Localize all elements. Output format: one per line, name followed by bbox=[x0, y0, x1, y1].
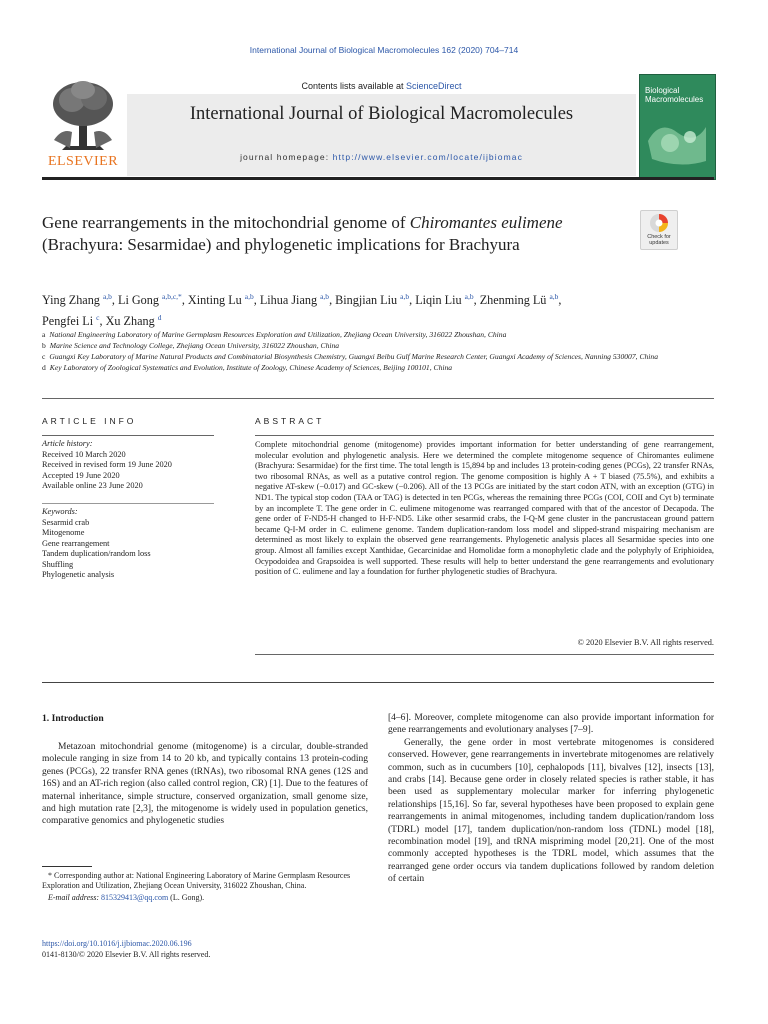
affiliation: a National Engineering Laboratory of Marine Germplasm Resources Exploration and Utilization, Zhejiang Ocean University, 316022 Zhoushan, China bbox=[42, 330, 507, 339]
affiliation: b Marine Science and Technology College, Zhejiang Ocean University, 316022 Zhoushan, China bbox=[42, 341, 340, 350]
article-title: Gene rearrangements in the mitochondrial genome of Chiromantes eulimene (Brachyura: Sesarmidae) and phylogenetic implications for Brachyura bbox=[42, 213, 563, 254]
keyword: Mitogenome bbox=[42, 528, 85, 537]
cover-title: Biological Macromolecules bbox=[645, 86, 704, 104]
affiliation: c Guangxi Key Laboratory of Marine Natural Products and Combinatorial Biosynthesis Chemistry, Guangxi Beibu Gulf Marine Research Center, Guangxi Academy of Sciences, Nanning 530007, China bbox=[42, 352, 659, 361]
cover-illustration-icon bbox=[640, 111, 715, 171]
abstract-copyright: © 2020 Elsevier B.V. All rights reserved. bbox=[577, 638, 714, 647]
homepage-link[interactable]: http://www.elsevier.com/locate/ijbiomac bbox=[332, 152, 523, 162]
abstract-text: Complete mitochondrial genome (mitogenome) provides important information for better understanding of gene rearrangement, molecular evolution and phylogenetic analysis. Here we determined the complete mitogenome sequence of Chiromantes eulimene (Brachyura: Sesarmidae) for the first time. The total length is 15,894 bp and includes 13 protein-coding genes (PCGs), 22 transfer RNAs, two ribosomal RNAs, as well as a putative control region. The genome composition is highly A + T biased (75.5%), and exhibits a negative AT-skew (−0.017) and GC-skew (−0.206). All of the 13 PCGs are initiated by the start codon ATN, with an exception (GTG) in ND1. The typical stop codon (TAA or TAG) is detected in ten PCGs, whereas the remaining three PCGs (COI, COII and Cyt b) terminate by an incomplete T. The gene order in C. eulimene mitogenome was rearranged compared with that of the ancestor of Decapoda. The gene order of F-ND5-H changed to H-F-ND5. Like other sesarmid crabs, the I-Q-M gene cluster in the pancrustacean ground pattern became Q-I-M order in C. eulimene genome. Tandem duplication-random loss model and slipped-strand mispairing mechanism are determined as most likely to explain the observed gene rearrangements. Phylogenetic analysis places all Sesarmidae species into one group. Almost all families except Xanthidae, Gecarcinidae and Homolidae form a monophyletic clade and the polyphyly of Eriphioidea, Ocypodoidea and Grapsoidea is well supported. These results will help to better understand the gene rearrangements and evolutionary position of C. eulimene and lay a foundation for further phylogenetic studies of Brachyura. bbox=[255, 440, 714, 577]
author[interactable]: Zhenming Lü $^{a,b}$ bbox=[479, 292, 559, 308]
divider bbox=[255, 435, 714, 436]
keywords: Keywords: Sesarmid crab Mitogenome Gene rearrangement Tandem duplication/random loss Shuffling Phylogenetic analysis bbox=[42, 507, 217, 581]
masthead-rule bbox=[42, 177, 714, 180]
keyword: Sesarmid crab bbox=[42, 517, 90, 527]
author[interactable]: Liqin Liu $^{a,b}$ bbox=[415, 292, 474, 308]
author[interactable]: Pengfei Li $^c$ bbox=[42, 313, 100, 329]
check-for-updates-badge[interactable]: Check for updates bbox=[640, 210, 678, 250]
intro-left-column: Metazoan mitochondrial genome (mitogenome) is a circular, double-stranded molecule ranging in size from 14 to 20 kb, and typically contains 13 protein-coding genes (PCGs), 22 transfer RNA genes (tRNAs), two ribosomal RNA genes (12S and 16S) and an AT-rich region (also called control region, CR) [1]. Due to the features of maternal inheritance, simple structure, conserved organization, small genome size, and high mutation rate [2,3], the mitogenome is widely used in population genetics, comparative genomics and phylogenetic studies bbox=[42, 742, 368, 827]
title-species: Chiromantes eulimene bbox=[409, 213, 563, 232]
author[interactable]: Xu Zhang $^d$ bbox=[105, 313, 162, 329]
article-history: Article history: Received 10 March 2020 Received in revised form 19 June 2020 Accepted 19 June 2020 Available online 23 June 2020 bbox=[42, 439, 172, 490]
journal-name: International Journal of Biological Macromolecules bbox=[189, 104, 574, 124]
author[interactable]: Ying Zhang $^{a,b}$ bbox=[42, 292, 112, 308]
divider bbox=[42, 503, 214, 504]
keyword: Shuffling bbox=[42, 559, 74, 569]
sciencedirect-link[interactable]: ScienceDirect bbox=[406, 81, 462, 91]
author[interactable]: Xinting Lu $^{a,b}$ bbox=[187, 292, 254, 308]
corresponding-footnote: * Corresponding author at: National Engineering Laboratory of Marine Germplasm Resources Exploration and Utilization, Zhejiang Ocean University, 316022 Zhoushan, China. E-mail address: 815329413@qq.com (L. Gong). bbox=[42, 871, 368, 903]
author[interactable]: Lihua Jiang $^{a,b}$ bbox=[259, 292, 330, 308]
keyword: Gene rearrangement bbox=[42, 538, 110, 548]
author[interactable]: Bingjian Liu $^{a,b}$ bbox=[335, 292, 410, 308]
footnote-rule bbox=[42, 866, 92, 867]
keyword: Tandem duplication/random loss bbox=[42, 549, 151, 558]
journal-reference[interactable]: International Journal of Biological Macromolecules 162 (2020) 704–714 bbox=[249, 45, 519, 55]
elsevier-wordmark: ELSEVIER bbox=[47, 154, 119, 169]
affiliation: d Key Laboratory of Zoological Systematics and Evolution, Institute of Zoology, Chinese Academy of Sciences, Beijing 100101, China bbox=[42, 363, 453, 372]
journal-homepage: journal homepage: http://www.elsevier.com/locate/ijbiomac bbox=[240, 152, 523, 162]
email-line: E-mail address: 815329413@qq.com (L. Gong). bbox=[48, 893, 205, 902]
contents-line: Contents lists available at ScienceDirect bbox=[301, 81, 462, 91]
divider bbox=[42, 682, 714, 683]
keyword: Phylogenetic analysis bbox=[42, 570, 115, 579]
divider bbox=[42, 435, 214, 436]
affiliations bbox=[42, 330, 732, 374]
check-updates-icon bbox=[641, 211, 677, 235]
intro-right-column: [4–6]. Moreover, complete mitogenome can also provide important information for gene rearrangements and evolutionary analyses [7–9]. Generally, the gene order in most vertebrate mitogenomes is considered conserved. However, gene rearrangements in invertebrate mitogenomes are relatively common, such as in cucumbers [10], cephalopods [11], bivalves [12], insects [13], and crabs [14]. Because gene order in closely related species is rather stable, it has been used as supplementary molecular marker for inferring phylogenetic relationships [15,16]. So far, several hypotheses have been proposed to explain gene rearrangements in animal mitogenomes, including tandem duplication/random loss (TDRL) model [17], tandem duplication/non-random loss (TDNL) model [18], recombination model [19], and tRNA mispriming model [20,21]. One of the most commonly accepted hypotheses is the TDRL model, which assumes that the rearranged gene order occurs via tandem duplications followed by random deletion of certain bbox=[388, 713, 714, 885]
issn-line: 0141-8130/© 2020 Elsevier B.V. All rights reserved. bbox=[42, 949, 211, 959]
section-heading: 1. Introduction bbox=[42, 713, 104, 724]
divider bbox=[255, 654, 714, 655]
abstract-heading: ABSTRACT bbox=[255, 416, 325, 426]
doi-link[interactable]: https://doi.org/10.1016/j.ijbiomac.2020.06.196 bbox=[42, 939, 192, 948]
elsevier-tree-icon bbox=[42, 78, 124, 156]
email-link[interactable]: 815329413@qq.com bbox=[101, 893, 169, 902]
doi-block bbox=[42, 939, 372, 960]
elsevier-logo[interactable] bbox=[42, 78, 124, 168]
divider bbox=[42, 398, 714, 399]
journal-cover[interactable] bbox=[639, 74, 716, 180]
masthead bbox=[42, 76, 714, 176]
author[interactable]: Li Gong $^{a,b,c,*}$ bbox=[118, 292, 182, 308]
article-info-heading: ARTICLE INFO bbox=[42, 416, 137, 426]
author-list: Ying Zhang $^{a,b}$, Li Gong $^{a,b,c,*}$, Xinting Lu $^{a,b}$, Lihua Jiang $^{a,b}$, Bingjian Liu $^{a,b}$, Liqin Liu $^{a,b}$, Zhenming Lü $^{a,b}$, Pengfei Li $^c$, Xu Zhang $^d$ bbox=[42, 292, 562, 329]
